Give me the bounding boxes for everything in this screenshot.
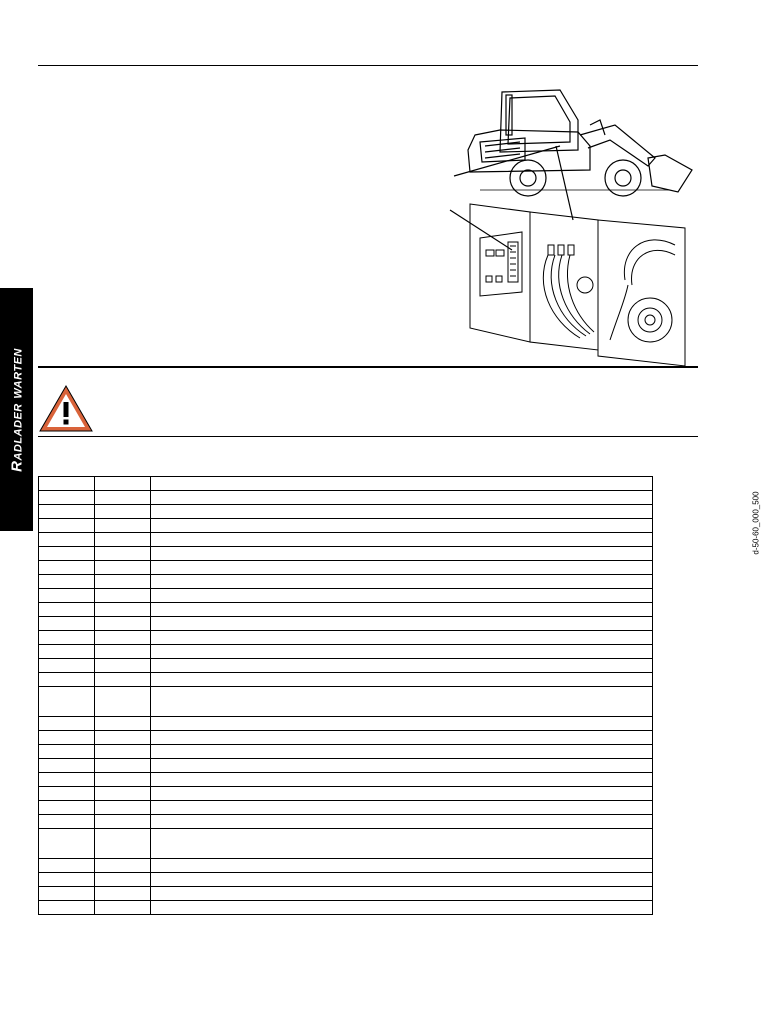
document-code: d-50-60_000_500	[751, 491, 761, 555]
table-row	[39, 589, 653, 603]
table-cell	[151, 673, 653, 687]
table-cell	[95, 561, 151, 575]
table-cell	[39, 673, 95, 687]
table-cell	[151, 505, 653, 519]
table-row	[39, 887, 653, 901]
table-cell	[39, 561, 95, 575]
table-cell	[95, 491, 151, 505]
table-cell	[151, 873, 653, 887]
table-cell	[95, 829, 151, 859]
table-cell	[39, 547, 95, 561]
table-cell	[95, 773, 151, 787]
table-cell	[95, 731, 151, 745]
table-cell	[95, 801, 151, 815]
table-cell	[39, 477, 95, 491]
table-row	[39, 533, 653, 547]
table-cell	[95, 477, 151, 491]
table-cell	[39, 687, 95, 717]
table-cell	[95, 519, 151, 533]
table-cell	[39, 575, 95, 589]
table-cell	[39, 505, 95, 519]
table-cell	[95, 505, 151, 519]
table-row	[39, 787, 653, 801]
table-row	[39, 631, 653, 645]
table-cell	[151, 603, 653, 617]
table-cell	[39, 717, 95, 731]
table-cell	[151, 759, 653, 773]
table-cell	[151, 561, 653, 575]
table-cell	[39, 787, 95, 801]
side-tab	[0, 288, 33, 531]
table-cell	[39, 645, 95, 659]
table-cell	[39, 617, 95, 631]
table-cell	[39, 901, 95, 915]
table-cell	[151, 773, 653, 787]
table-cell	[95, 533, 151, 547]
table-cell	[151, 645, 653, 659]
wheel-loader-illustration	[440, 80, 700, 370]
table-cell	[95, 717, 151, 731]
table-row	[39, 901, 653, 915]
table-cell	[151, 731, 653, 745]
table-cell	[151, 575, 653, 589]
table-row	[39, 519, 653, 533]
table-cell	[39, 815, 95, 829]
table-cell	[95, 859, 151, 873]
table-row	[39, 815, 653, 829]
table-cell	[95, 603, 151, 617]
table-cell	[39, 519, 95, 533]
table-cell	[95, 887, 151, 901]
table-row	[39, 759, 653, 773]
table-cell	[151, 491, 653, 505]
table-cell	[151, 589, 653, 603]
table-cell	[95, 687, 151, 717]
table-cell	[95, 787, 151, 801]
table-row	[39, 745, 653, 759]
table-cell	[39, 745, 95, 759]
table-cell	[151, 901, 653, 915]
table-cell	[95, 759, 151, 773]
table-cell	[95, 673, 151, 687]
table-cell	[151, 631, 653, 645]
spec-table	[38, 476, 653, 915]
table-cell	[95, 589, 151, 603]
table-cell	[151, 659, 653, 673]
warning-top-rule	[38, 366, 698, 368]
table-cell	[95, 645, 151, 659]
table-cell	[151, 533, 653, 547]
table-cell	[151, 787, 653, 801]
table-row	[39, 731, 653, 745]
table-cell	[151, 519, 653, 533]
table-cell	[39, 631, 95, 645]
table-row	[39, 829, 653, 859]
table-cell	[151, 815, 653, 829]
table-cell	[39, 829, 95, 859]
table-cell	[151, 745, 653, 759]
top-rule	[38, 65, 698, 66]
table-cell	[151, 717, 653, 731]
table-cell	[151, 477, 653, 491]
table-cell	[95, 617, 151, 631]
table-cell	[151, 829, 653, 859]
table-row	[39, 603, 653, 617]
table-cell	[151, 617, 653, 631]
table-row	[39, 505, 653, 519]
table-row	[39, 717, 653, 731]
table-cell	[39, 773, 95, 787]
table-row	[39, 491, 653, 505]
table-cell	[95, 745, 151, 759]
table-cell	[95, 659, 151, 673]
table-row	[39, 561, 653, 575]
table-row	[39, 659, 653, 673]
warning-triangle-icon	[38, 384, 94, 434]
table-row	[39, 873, 653, 887]
table-row	[39, 859, 653, 873]
table-cell	[39, 731, 95, 745]
table-row	[39, 645, 653, 659]
table-cell	[95, 575, 151, 589]
table-row	[39, 547, 653, 561]
table-cell	[151, 547, 653, 561]
table-cell	[39, 859, 95, 873]
side-tab-label: Radlader warten	[8, 347, 25, 472]
table-cell	[95, 901, 151, 915]
table-cell	[39, 759, 95, 773]
table-cell	[39, 887, 95, 901]
table-cell	[151, 887, 653, 901]
table-cell	[95, 815, 151, 829]
table-cell	[39, 603, 95, 617]
table-row	[39, 673, 653, 687]
table-cell	[39, 801, 95, 815]
table-row	[39, 477, 653, 491]
table-cell	[95, 873, 151, 887]
table-cell	[39, 659, 95, 673]
table-cell	[39, 873, 95, 887]
table-row	[39, 687, 653, 717]
table-cell	[151, 687, 653, 717]
warning-bottom-rule	[38, 436, 698, 437]
table-cell	[95, 631, 151, 645]
table-cell	[95, 547, 151, 561]
table-cell	[39, 589, 95, 603]
table-row	[39, 773, 653, 787]
table-cell	[39, 491, 95, 505]
table-cell	[151, 801, 653, 815]
table-cell	[39, 533, 95, 547]
table-row	[39, 801, 653, 815]
table-row	[39, 575, 653, 589]
table-row	[39, 617, 653, 631]
table-cell	[151, 859, 653, 873]
